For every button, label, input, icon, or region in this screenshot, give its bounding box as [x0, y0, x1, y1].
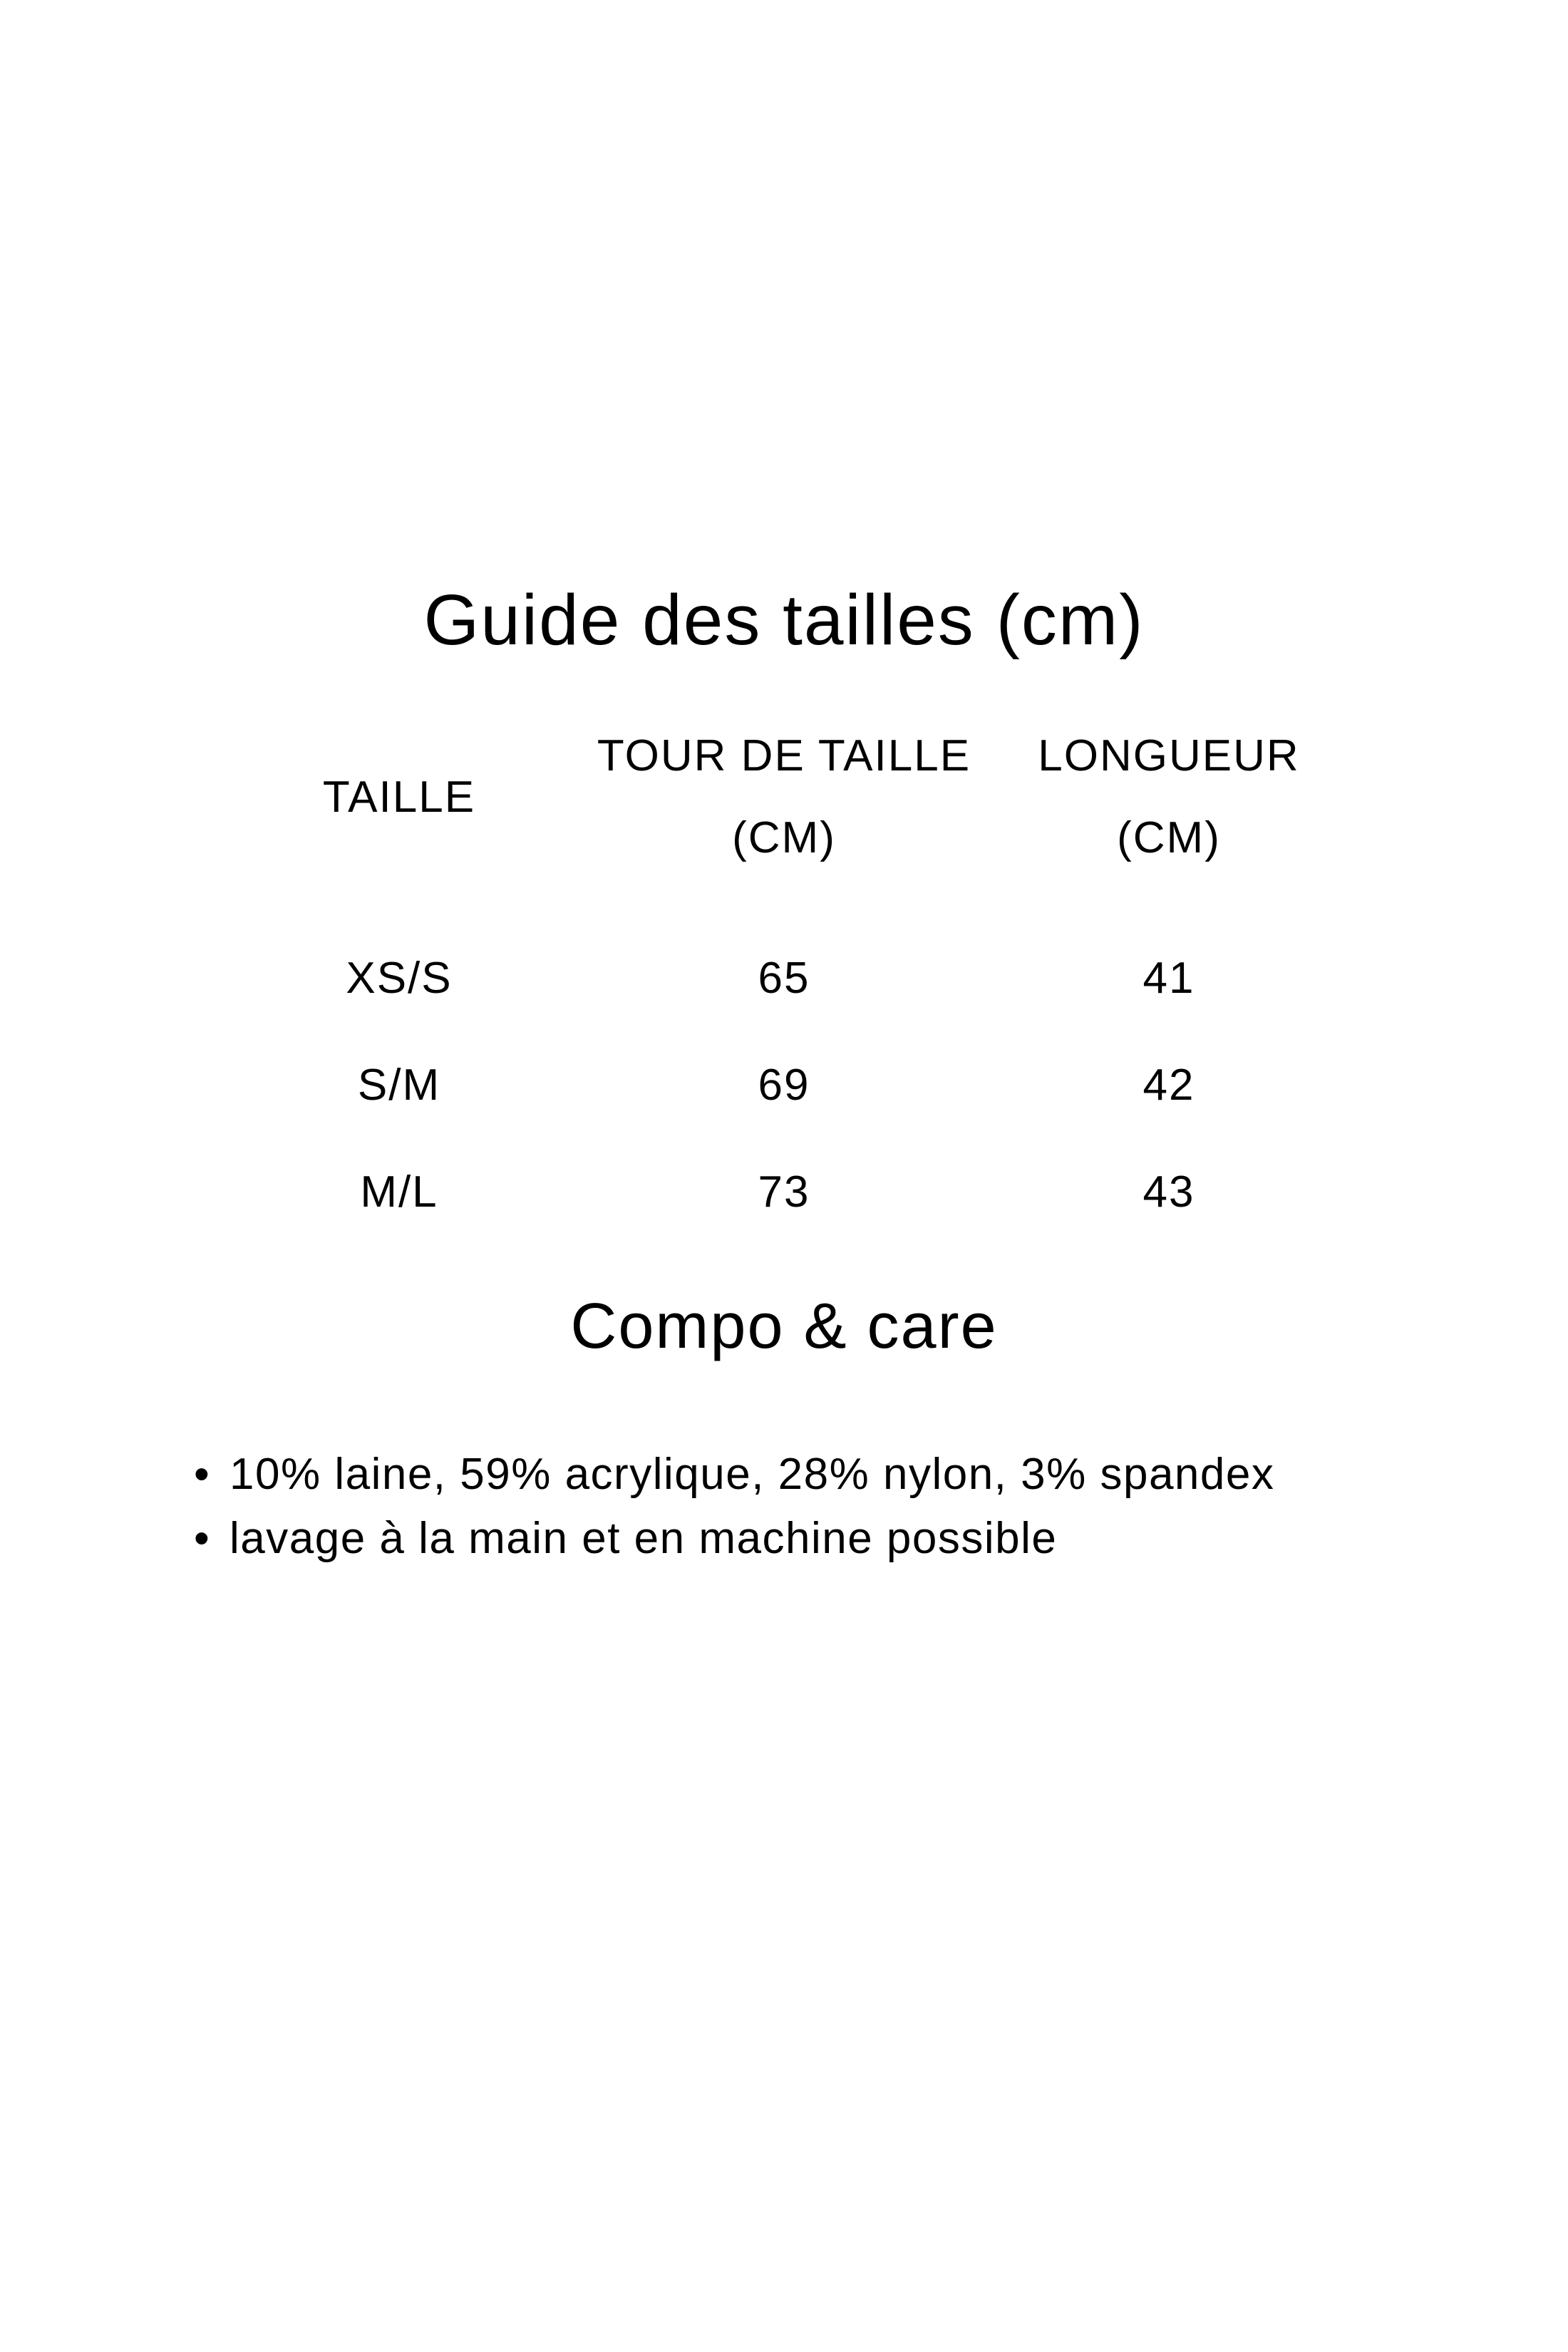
column-header-tour-de-taille-unit: (CM): [732, 813, 836, 862]
table-cell-length: 42: [1143, 1060, 1195, 1110]
column-header-longueur-unit: (CM): [1117, 813, 1221, 862]
table-cell-waist: 65: [758, 953, 810, 1003]
composition-text: 10% laine, 59% acrylique, 28% nylon, 3% spandex: [229, 1450, 1275, 1499]
table-cell-size: S/M: [357, 1060, 441, 1110]
bullet-icon: •: [194, 1450, 211, 1499]
bullet-icon: •: [194, 1514, 211, 1563]
column-header-tour-de-taille: [592, 715, 976, 879]
care-bullet-list: [194, 1443, 1274, 1571]
table-cell-size: M/L: [360, 1167, 438, 1217]
table-cell-waist: 69: [758, 1060, 810, 1110]
list-item: [194, 1507, 1274, 1571]
size-table-header: [207, 715, 1361, 879]
size-table-body: [207, 924, 1361, 1245]
table-cell-length: 43: [1143, 1167, 1195, 1217]
table-cell-size: XS/S: [346, 953, 453, 1003]
column-header-tour-de-taille-label: TOUR DE TAILLE: [597, 731, 971, 780]
table-cell-length: 41: [1143, 953, 1195, 1003]
column-header-longueur-label: LONGUEUR: [1038, 731, 1300, 780]
page-title: Guide des tailles (cm): [423, 580, 1145, 660]
washing-instructions-text: lavage à la main et en machine possible: [229, 1514, 1058, 1563]
list-item: [194, 1443, 1274, 1507]
column-header-taille: TAILLE: [322, 772, 476, 822]
compo-care-heading: Compo & care: [570, 1291, 998, 1362]
table-cell-waist: 73: [758, 1167, 810, 1217]
column-header-longueur: [976, 715, 1361, 879]
